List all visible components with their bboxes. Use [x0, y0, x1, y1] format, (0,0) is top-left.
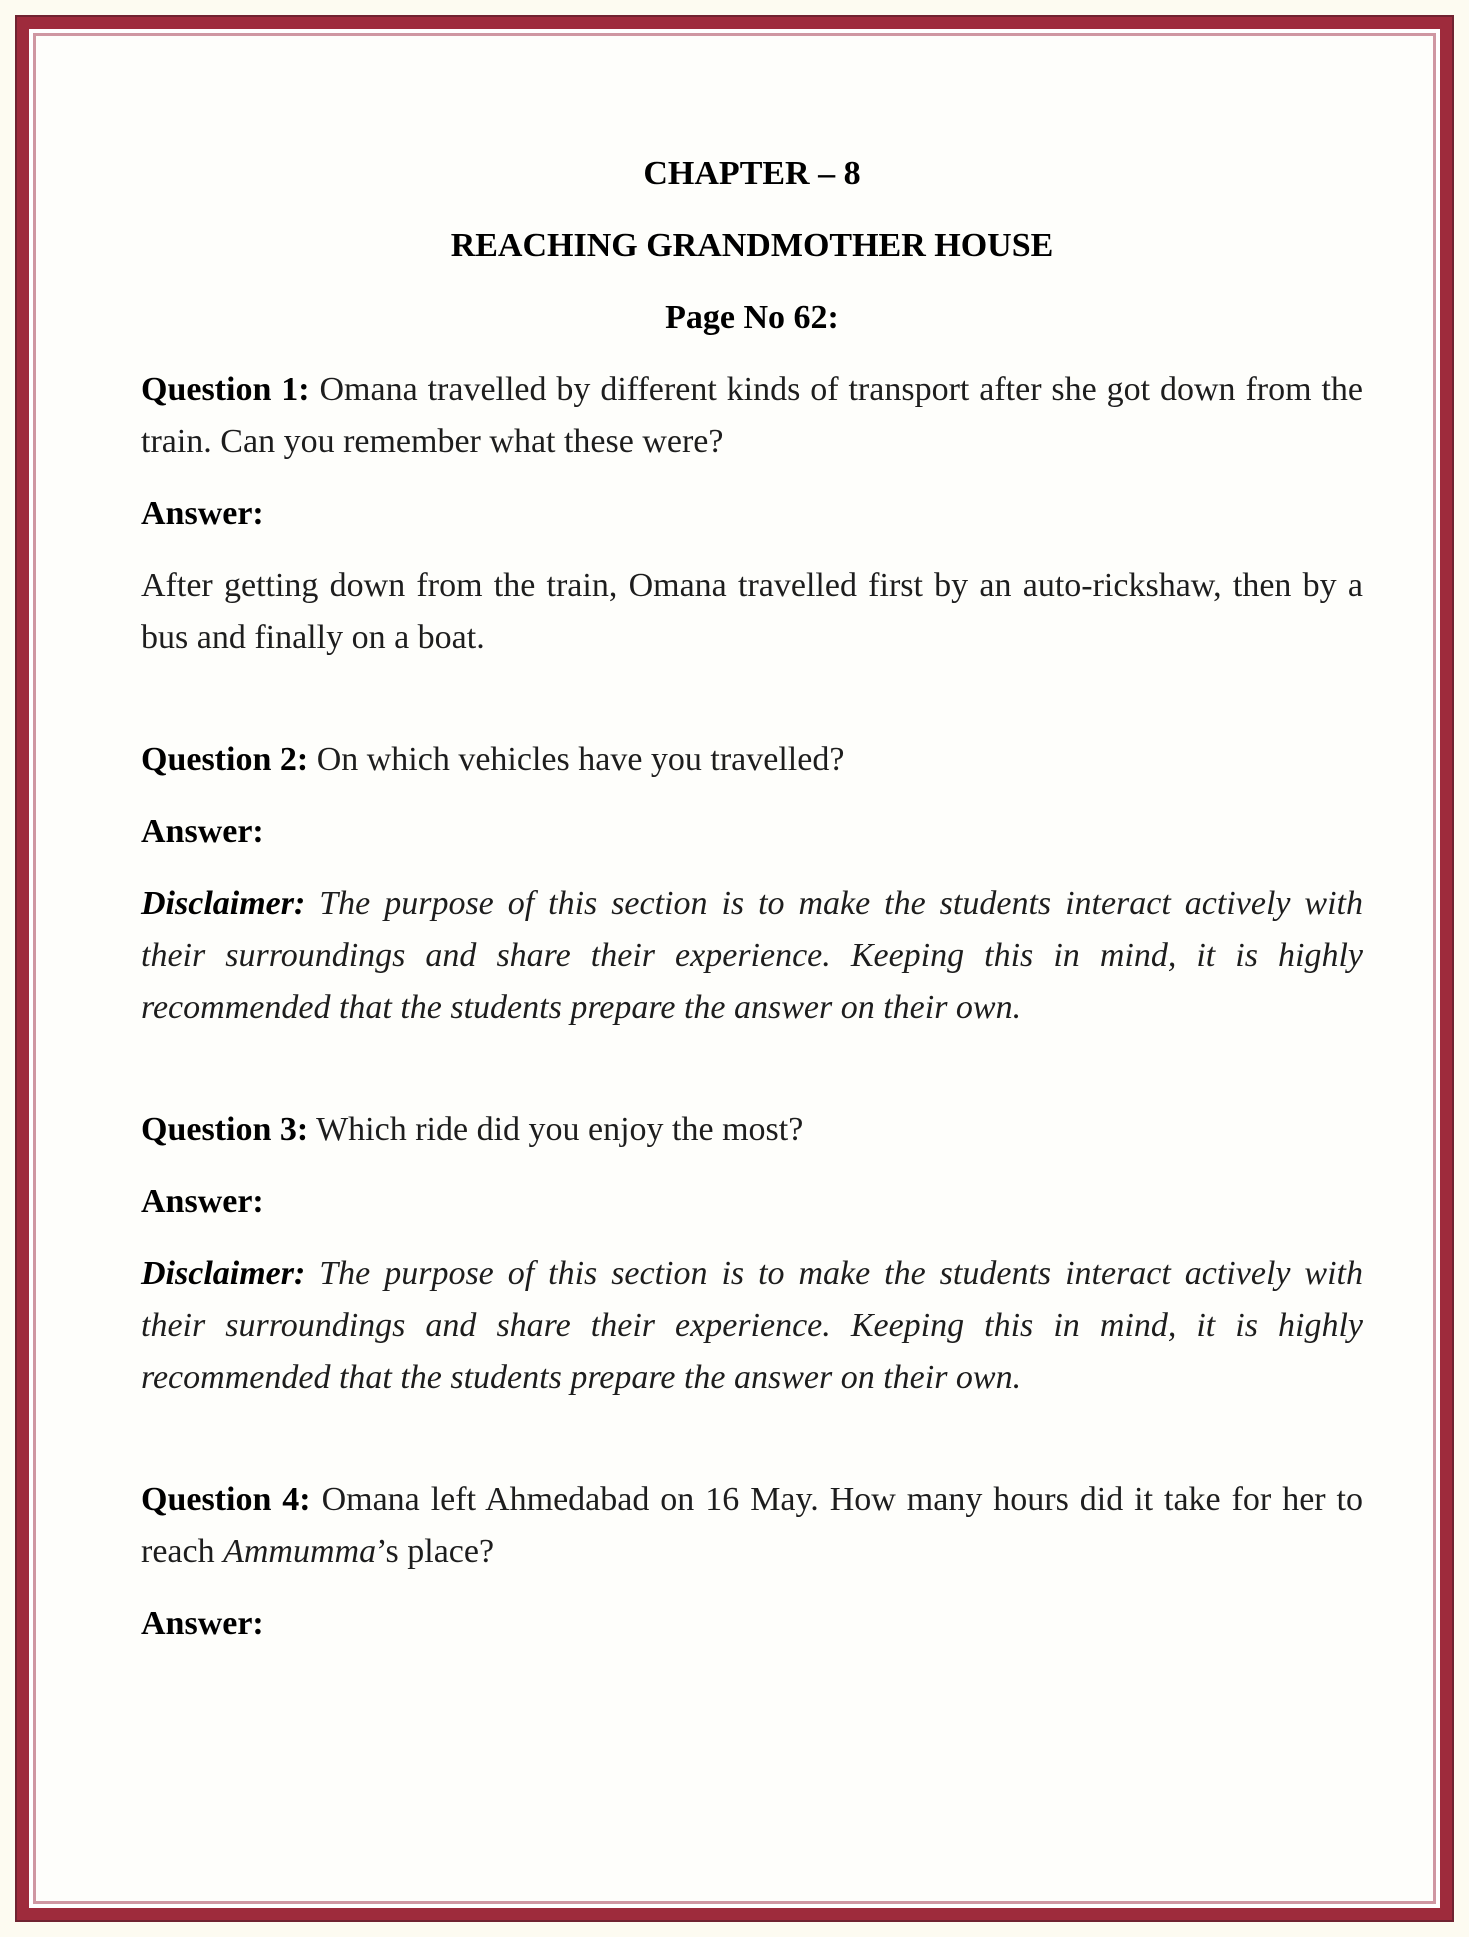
inner-border-frame [33, 33, 1436, 1904]
chapter-title: REACHING GRANDMOTHER HOUSE [450, 227, 1054, 264]
question-1-label: Question 1: [141, 371, 310, 408]
question-4 [141, 1474, 1363, 1578]
question-4-text-before: Omana left Ahmedabad on 16 May. How many hours did it take for her to reach [141, 1481, 1363, 1570]
disclaimer-2-text: The purpose of this section is to make the students interact actively with their surroundings and share their experience. Keeping this in mind, it is highly recommended that the students prepare the answer on their own. [141, 885, 1363, 1026]
page-number-heading: Page No 62: [665, 299, 839, 336]
question-4-italic-word: Ammumma [223, 1533, 377, 1570]
answer-1-text: After getting down from the train, Omana travelled first by an auto-rickshaw, then by a bus and finally on a boat. [141, 567, 1363, 656]
question-4-text-after: ’s place? [376, 1533, 495, 1570]
question-2-text: On which vehicles have you travelled? [316, 741, 845, 778]
question-4-label: Question 4: [141, 1481, 311, 1518]
answer-1-label: Answer: [141, 495, 264, 532]
question-3 [141, 1104, 1363, 1156]
answer-3-label: Answer: [141, 1183, 264, 1220]
outer-border-frame [17, 17, 1452, 1920]
disclaimer-2-label: Disclaimer: [141, 885, 306, 922]
question-2 [141, 734, 1363, 786]
question-3-label: Question 3: [141, 1111, 309, 1148]
disclaimer-3-text: The purpose of this section is to make the students interact actively with their surroundings and share their experience. Keeping this in mind, it is highly recommended that the students prepare the answer on their own. [141, 1255, 1363, 1396]
question-2-label: Question 2: [141, 741, 309, 778]
disclaimer-3-label: Disclaimer: [141, 1255, 306, 1292]
answer-2-label: Answer: [141, 813, 264, 850]
disclaimer-3 [141, 1248, 1363, 1404]
question-3-text: Which ride did you enjoy the most? [316, 1111, 804, 1148]
question-1 [141, 364, 1363, 468]
chapter-heading: CHAPTER – 8 [643, 155, 861, 192]
answer-4-label: Answer: [141, 1605, 264, 1642]
disclaimer-2 [141, 878, 1363, 1034]
question-1-text: Omana travelled by different kinds of transport after she got down from the train. Can you remember what these were? [141, 371, 1363, 460]
